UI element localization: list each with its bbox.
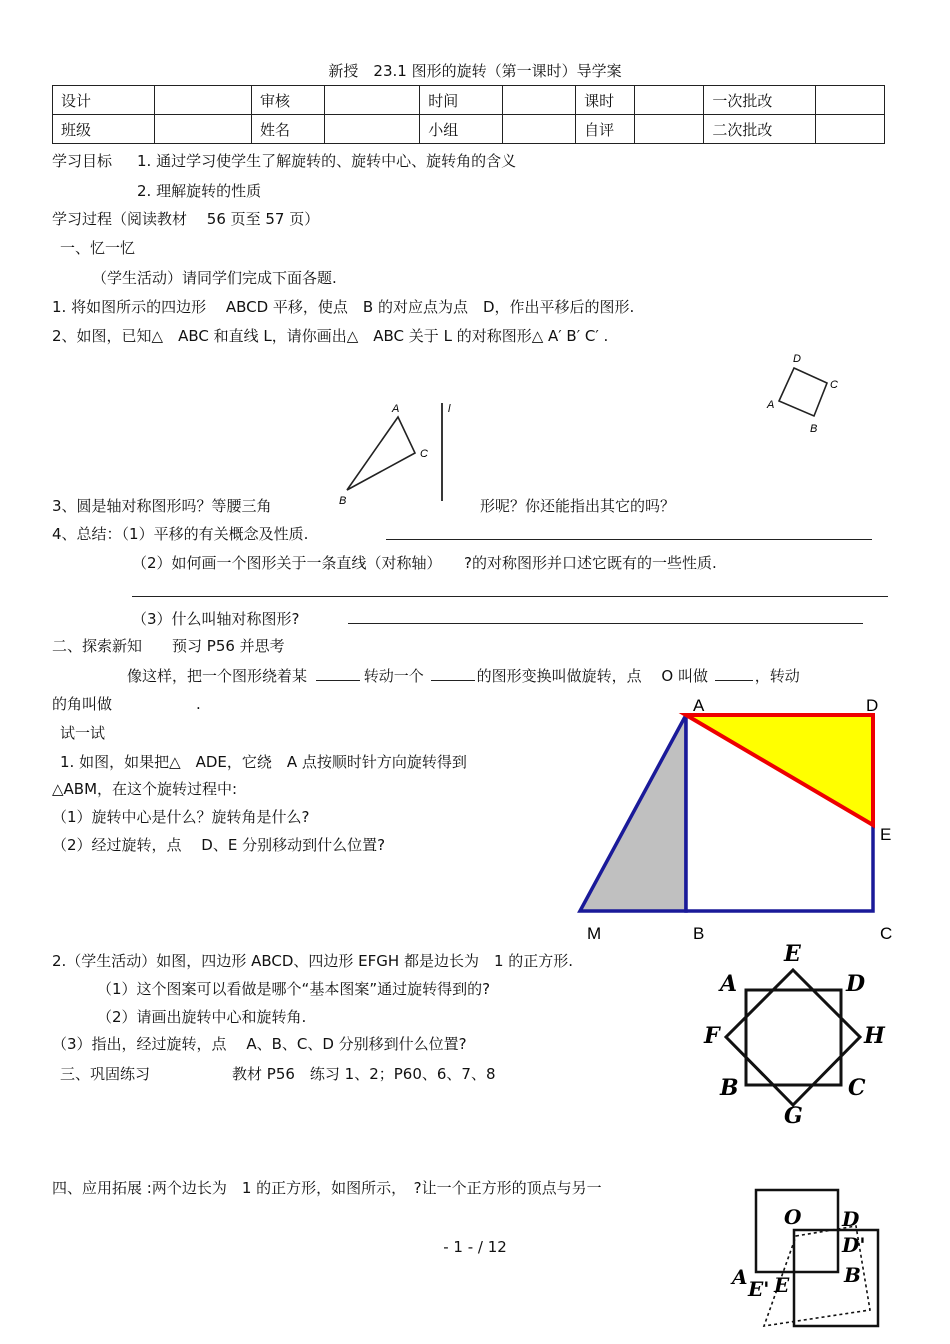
label-a: A — [767, 399, 775, 411]
label-a: A — [693, 696, 705, 715]
blank-field[interactable] — [316, 668, 360, 681]
square-abcd-figure — [762, 350, 852, 442]
answer-line[interactable] — [386, 539, 872, 540]
info-table — [52, 85, 885, 144]
section-heading: 四、应用拓展 :两个边长为 1 的正方形，如图所示， ?让一个正方形的顶点与另一 — [52, 1179, 602, 1197]
question: （2）如何画一个图形关于一条直线（对称轴） ?的对称图形并口述它既有的一些性质. — [132, 554, 717, 572]
question: △ABM，在这个旋转过程中: — [52, 780, 238, 798]
question: （3）指出，经过旋转，点 A、B、C、D 分别移到什么位置? — [52, 1035, 467, 1053]
triangle-shape — [347, 417, 415, 490]
octagram-figure — [698, 935, 898, 1135]
goal-item: 2. 理解旋转的性质 — [137, 182, 262, 200]
answer-line[interactable] — [348, 623, 863, 624]
label-d: D — [866, 696, 879, 715]
label-d-prime: D' — [842, 1233, 866, 1257]
label-e-prime: E' — [748, 1277, 770, 1301]
label-e: E — [880, 825, 892, 844]
section-heading: 一、忆一忆 — [60, 239, 136, 257]
label-c: C — [880, 924, 893, 943]
label-c: C — [830, 379, 838, 391]
question: （3）什么叫轴对称图形? — [132, 610, 300, 628]
question: 3、圆是轴对称图形吗？等腰三角 — [52, 497, 272, 515]
blank-field[interactable] — [715, 668, 753, 681]
label-b: B — [810, 423, 818, 435]
label-a: A — [732, 1265, 748, 1289]
triangle-abm — [580, 715, 686, 911]
label-d: D — [846, 971, 866, 997]
label-c: C — [420, 448, 428, 460]
label-f: F — [704, 1023, 720, 1049]
triangle-abc-figure — [332, 395, 462, 510]
overlap-squares-figure — [728, 1180, 888, 1344]
question: （2）请画出旋转中心和旋转角. — [97, 1008, 307, 1026]
label-o: O — [784, 1205, 802, 1229]
table-row: 设计 审核 时间 课时 一次批改 — [53, 86, 885, 115]
question: 4、总结：（1）平移的有关概念及性质. — [52, 525, 309, 543]
page-number: - 1 - / 12 — [443, 1238, 507, 1256]
page-title: 新授 23.1 图形的旋转（第一课时）导学案 — [328, 62, 622, 80]
goal-item: 1. 通过学习使学生了解旋转的、旋转中心、旋转角的含义 — [137, 152, 517, 170]
question: 1. 如图，如果把△ ADE，它绕 A 点按顺时针方向旋转得到 — [60, 753, 467, 771]
process-line: 学习过程（阅读教材 56 页至 57 页） — [52, 210, 320, 228]
label-d: D — [842, 1207, 860, 1231]
label-a: A — [392, 403, 400, 415]
answer-line[interactable] — [132, 596, 888, 597]
label-e: E — [784, 941, 801, 967]
label-m: M — [587, 924, 602, 943]
table-row: 班级 姓名 小组 自评 二次批改 — [53, 115, 885, 144]
section-heading: 三、巩固练习 — [60, 1065, 151, 1083]
label-c: C — [848, 1075, 866, 1101]
question: 2、如图，已知△ ABC 和直线 L，请你画出△ ABC 关于 L 的对称图形△ A′ B′ C′ . — [52, 327, 609, 345]
question: （1）旋转中心是什么？旋转角是什么? — [52, 808, 310, 826]
square-shape — [779, 368, 827, 416]
question: 1. 将如图所示的四边形 ABCD 平移，使点 B 的对应点为点 D，作出平移后的图形. — [52, 298, 635, 316]
label-l: l — [448, 403, 451, 415]
question: （2）经过旋转，点 D、E 分别移动到什么位置? — [52, 836, 386, 854]
label-h: H — [864, 1023, 885, 1049]
section-heading: 二、探索新知 预习 P56 并思考 — [52, 637, 285, 655]
label-d: D — [793, 353, 801, 365]
blank-field[interactable] — [431, 668, 475, 681]
paragraph: （学生活动）请同学们完成下面各题. — [92, 269, 337, 287]
paragraph: 的角叫做 . — [52, 695, 201, 713]
question: （1）这个图案可以看做是哪个“基本图案”通过旋转得到的? — [97, 980, 491, 998]
label-e: E — [774, 1273, 790, 1297]
question: 形呢？你还能指出其它的吗？ — [480, 497, 676, 515]
paragraph: 教材 P56 练习 1、2；P60、6、7、8 — [232, 1065, 496, 1083]
rotation-figure — [575, 693, 900, 948]
label-b: B — [844, 1263, 861, 1287]
label-a: A — [720, 971, 738, 997]
label-b: B — [339, 495, 347, 507]
goals-label: 学习目标 — [52, 152, 113, 170]
question: 2.（学生活动）如图，四边形 ABCD、四边形 EFGH 都是边长为 1 的正方形. — [52, 952, 574, 970]
subheading: 试一试 — [60, 724, 106, 742]
label-b: B — [720, 1075, 739, 1101]
paragraph: 像这样，把一个图形绕着某 转动一个 的图形变换叫做旋转，点 O 叫做 ，转动 — [127, 667, 800, 685]
label-g: G — [784, 1103, 803, 1129]
label-b: B — [693, 924, 705, 943]
